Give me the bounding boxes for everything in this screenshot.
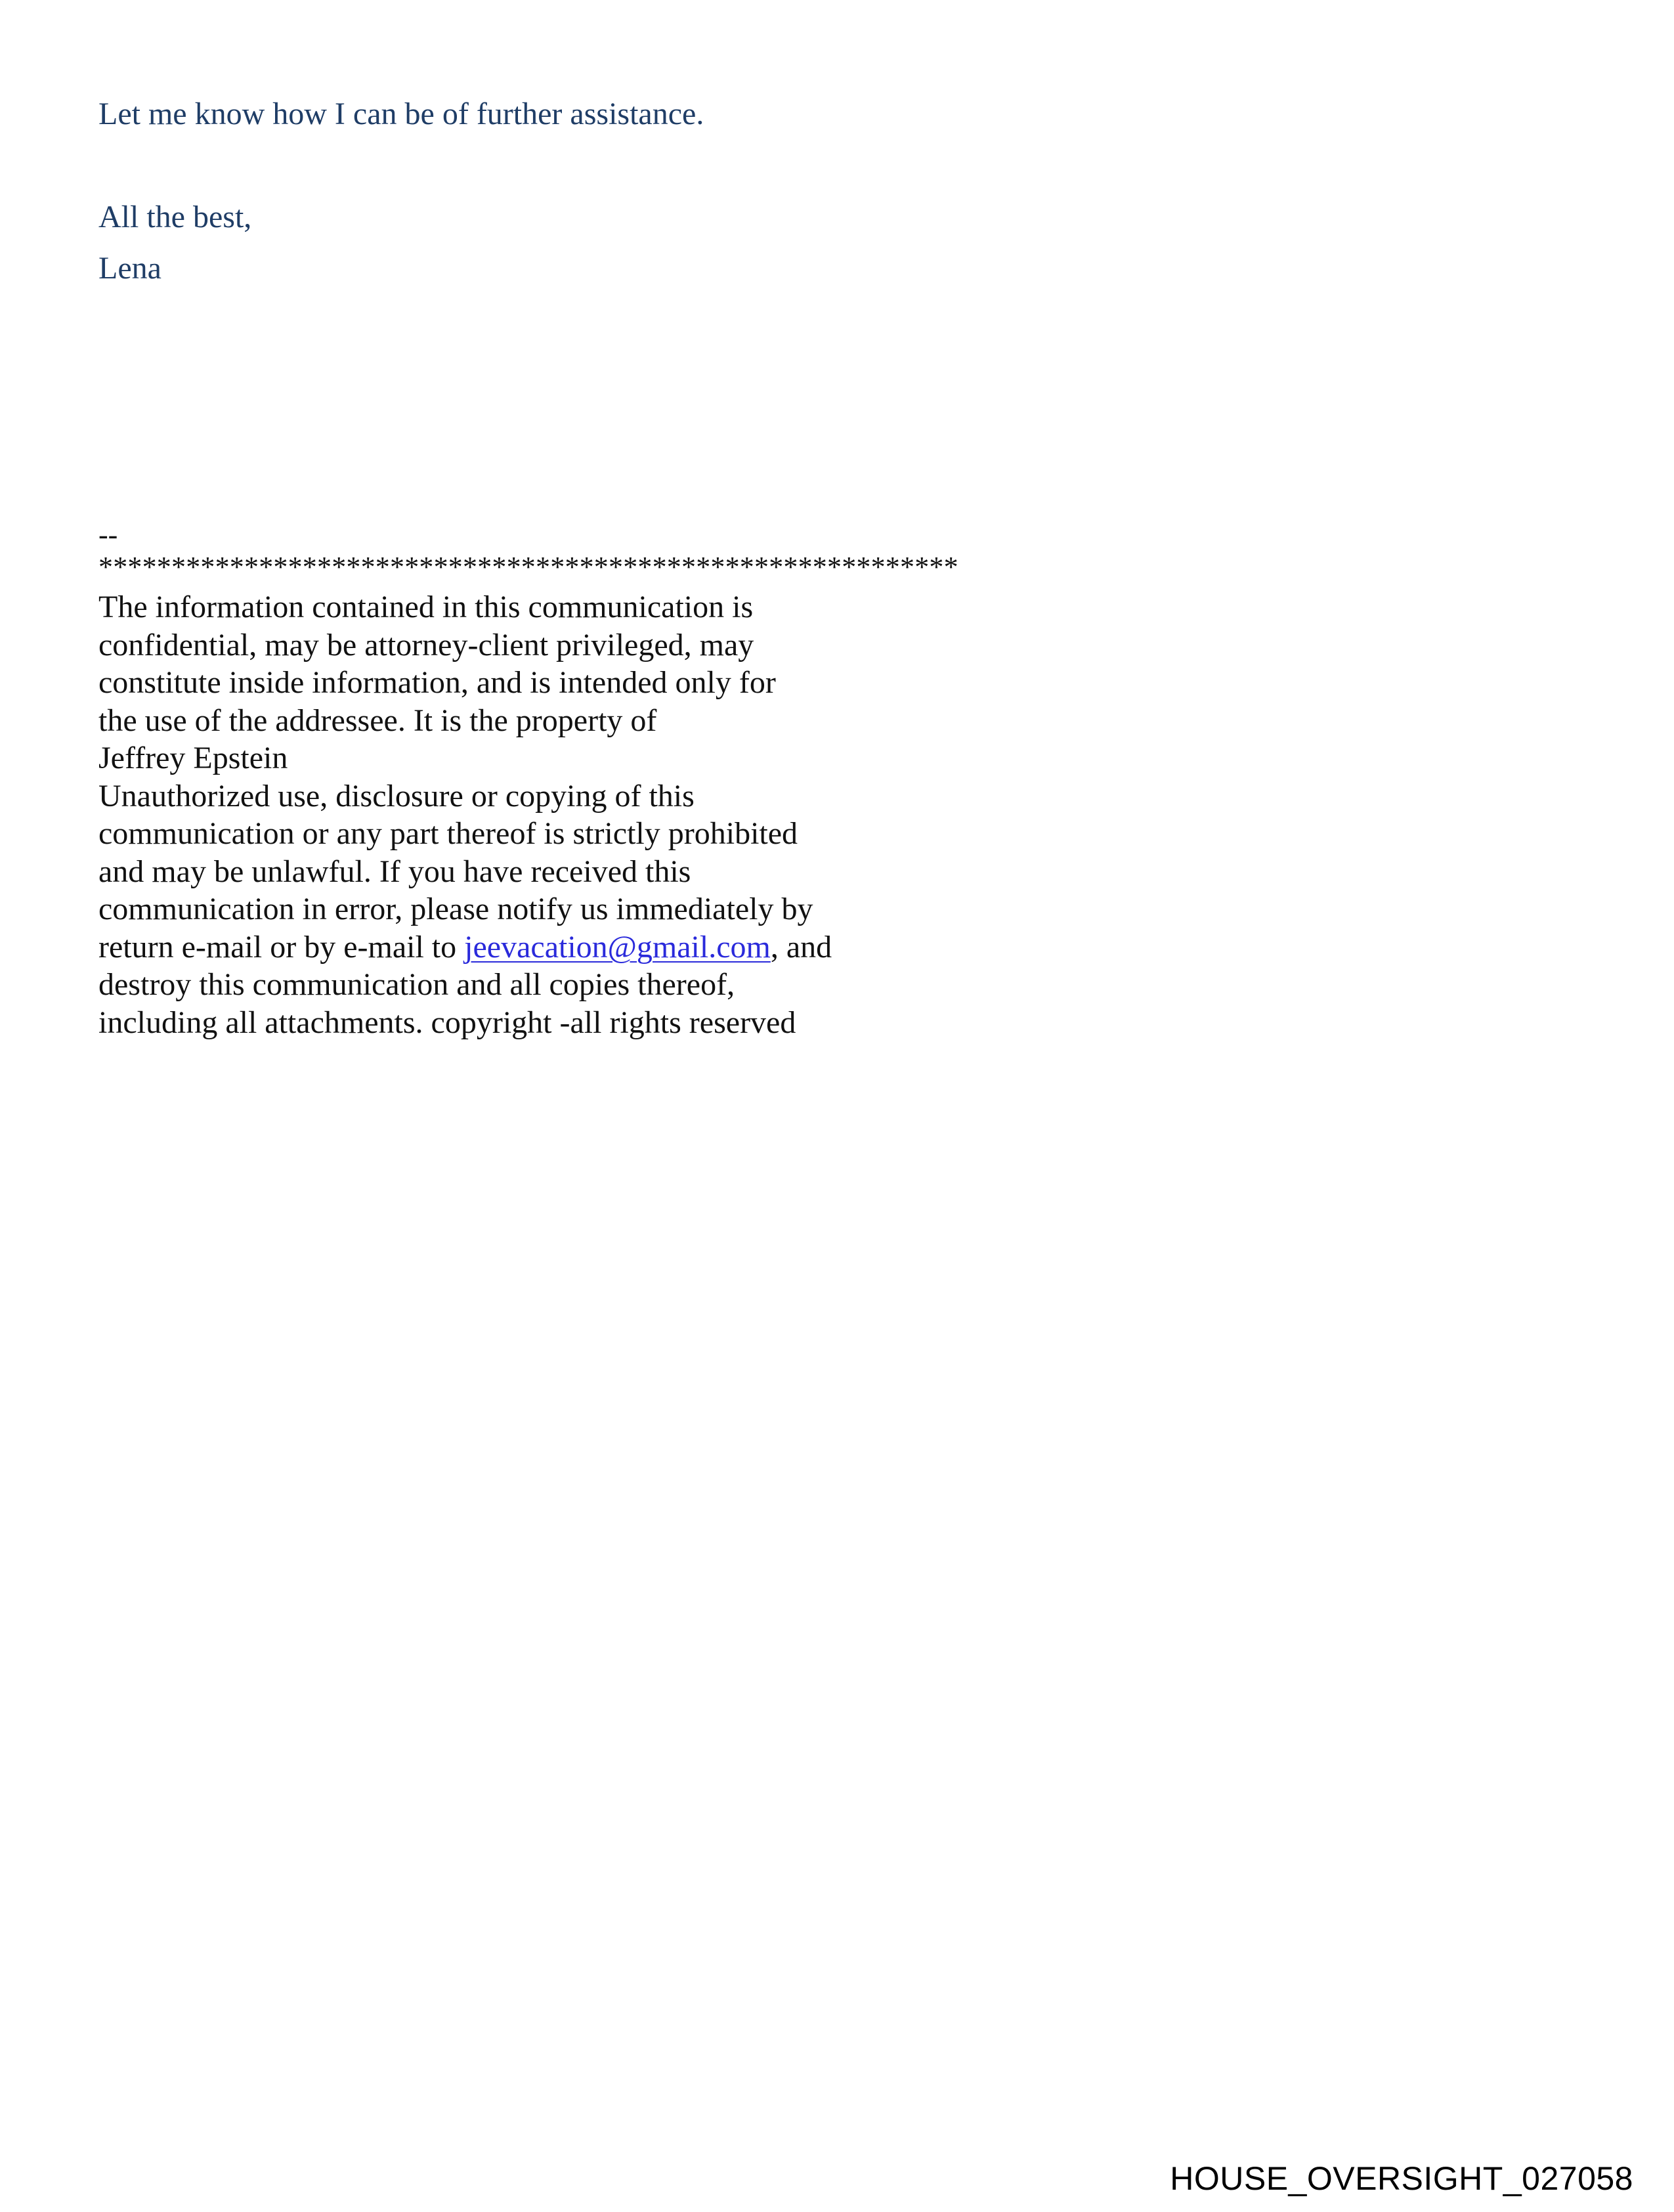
disclaimer-line: destroy this communication and all copies thereof, <box>98 967 735 1002</box>
disclaimer-return-line <box>98 928 958 966</box>
return-line-suffix: , and <box>770 929 832 965</box>
disclaimer-line: communication or any part thereof is strictly prohibited <box>98 816 798 851</box>
sender-name: Lena <box>98 251 161 286</box>
disclaimer-line: Jeffrey Epstein <box>98 741 288 775</box>
disclaimer-line: the use of the addressee. It is the property of <box>98 703 657 738</box>
disclaimer-line: confidential, may be attorney-client privileged, may <box>98 627 754 662</box>
disclaimer-line: The information contained in this communication is <box>98 590 754 624</box>
asterisk-divider: *********************************************************** <box>98 551 958 583</box>
closing-line: All the best, <box>98 200 252 234</box>
disclaimer-line: Unauthorized use, disclosure or copying of this <box>98 778 695 813</box>
disclaimer-line: and may be unlawful. If you have received this <box>98 854 691 889</box>
return-line-prefix: return e-mail or by e-mail to <box>98 929 465 965</box>
assistance-line: Let me know how I can be of further assistance. <box>98 97 704 131</box>
signature-separator: -- <box>98 519 118 551</box>
email-signature <box>98 519 958 1041</box>
bates-number: HOUSE_OVERSIGHT_027058 <box>1170 2160 1633 2197</box>
confidentiality-disclaimer <box>98 588 958 1041</box>
disclaimer-line: communication in error, please notify us immediately by <box>98 892 813 926</box>
disclaimer-line: including all attachments. copyright -all rights reserved <box>98 1005 796 1040</box>
disclaimer-line: constitute inside information, and is intended only for <box>98 665 776 700</box>
email-link[interactable]: jeevacation@gmail.com <box>464 929 771 965</box>
